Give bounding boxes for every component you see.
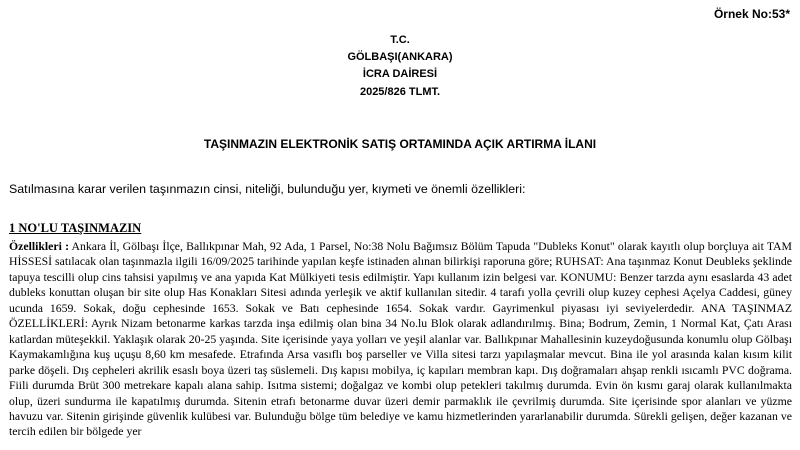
- sample-number: Örnek No:53*: [713, 7, 790, 21]
- features-text: Ankara İl, Gölbaşı İlçe, Ballıkpınar Mah, 92 Ada, 1 Parsel, No:38 Nolu Bağımsız Bölüm Tapuda "Dubleks Konut" olarak kayıtlı olup borçluya ait TAM HİSSESİ satılacak olan taşınmazla ilgili 16/09/2025 tarihinde yapılan keşfe istinaden alınan bilirkişi raporuna göre; RUHSAT: Ana taşınmaz Konut Deubleks şeklinde tapuya tescilli olup cins tahsisi yapılmış ve ana yapıda Kat Mülkiyeti tesis edilmiştir. Yapı kullanım izin belgesi var. KONUMU: Benzer tarzda aynı esaslarda 43 adet dubleks konuttan oluşan bir site olup Has Konakları Sitesi adında yerleşik ve aktif kullanılan sitedir. 4 tarafı yolla çevrili olup kuzey cephesi Açelya Caddesi, güney ucunda 1659. Sokak, doğu cephesinde 1653. Sokak ve Batı cephesinde 1654. Sokak vardır. Gayrimenkul piyasası iyi seviyelerdedir. ANA TAŞINMAZ ÖZELLİKLERİ: Ayrık Nizam betonarme karkas tarzda inşa edilmiş olan bina 34 No.lu Blok olarak adlandırılmış. Bina; Bodrum, Zemin, 1 Normal Kat, Çatı Arası katlardan müteşekkil. Yaklaşık olarak 20-25 yaşında. Site içerisinde yaya yolları ve yeşil alanlar var. Ballıkpınar Mahallesinin kuzeydoğusunda konumlu olup Gölbaşı Kaymakamlığına kuş uçuşu 8,60 km mesafede. Etrafında Arsa vasıflı boş parseller ve Villa sitesi tarzı yapılaşmalar mevcut. Bina ile yol arasında kalan kısım kilit parke döşeli. Dış cepheleri akrilik esaslı boya üzeri taş süslemeli. Dış kapısı mobilya, iç kapıları membran kapı. Dış doğramaları ahşap renkli ısıcamlı PVC doğrama. Fiili durumda Brüt 300 metrekare kapalı alana sahip. Isıtma sistemi; doğalgaz ve kombi olup petekleri takılmış durumda. Evin ön kısmı garaj olarak kullanılmakta olup, üzeri sundurma ile kapatılmış durumda. Sitenin etrafı betonarme duvar üzeri demir parmaklık ile çevrilmiş durumda. Site içerisinde spor alanları ve yüzme havuzu var. Sitenin girişinde güvenlik kulübesi var. Bulunduğu bölge tüm belediye ve kamu hizmetlerinden yararlanabilir durumda. Sürekli gelişen, değer kazanan ve tercih edilen bir bölgede yer: [9, 240, 792, 439]
- announcement-title: TAŞINMAZIN ELEKTRONİK SATIŞ ORTAMINDA AÇIK ARTIRMA İLANI: [203, 137, 597, 151]
- property-features: [9, 239, 792, 440]
- header-line-file-number: 2025/826 TLMT.: [359, 86, 441, 98]
- header-line-location: GÖLBAŞI(ANKARA): [347, 51, 453, 63]
- features-label: Özellikleri :: [9, 240, 69, 253]
- header-line-tc: T.C.: [390, 34, 410, 46]
- property-heading: 1 NO'LU TAŞINMAZIN: [9, 221, 142, 235]
- header-line-office: İCRA DAİRESİ: [362, 68, 438, 80]
- intro-text: Satılmasına karar verilen taşınmazın cinsi, niteliği, bulunduğu yer, kıymeti ve önemli özellikleri:: [9, 182, 526, 196]
